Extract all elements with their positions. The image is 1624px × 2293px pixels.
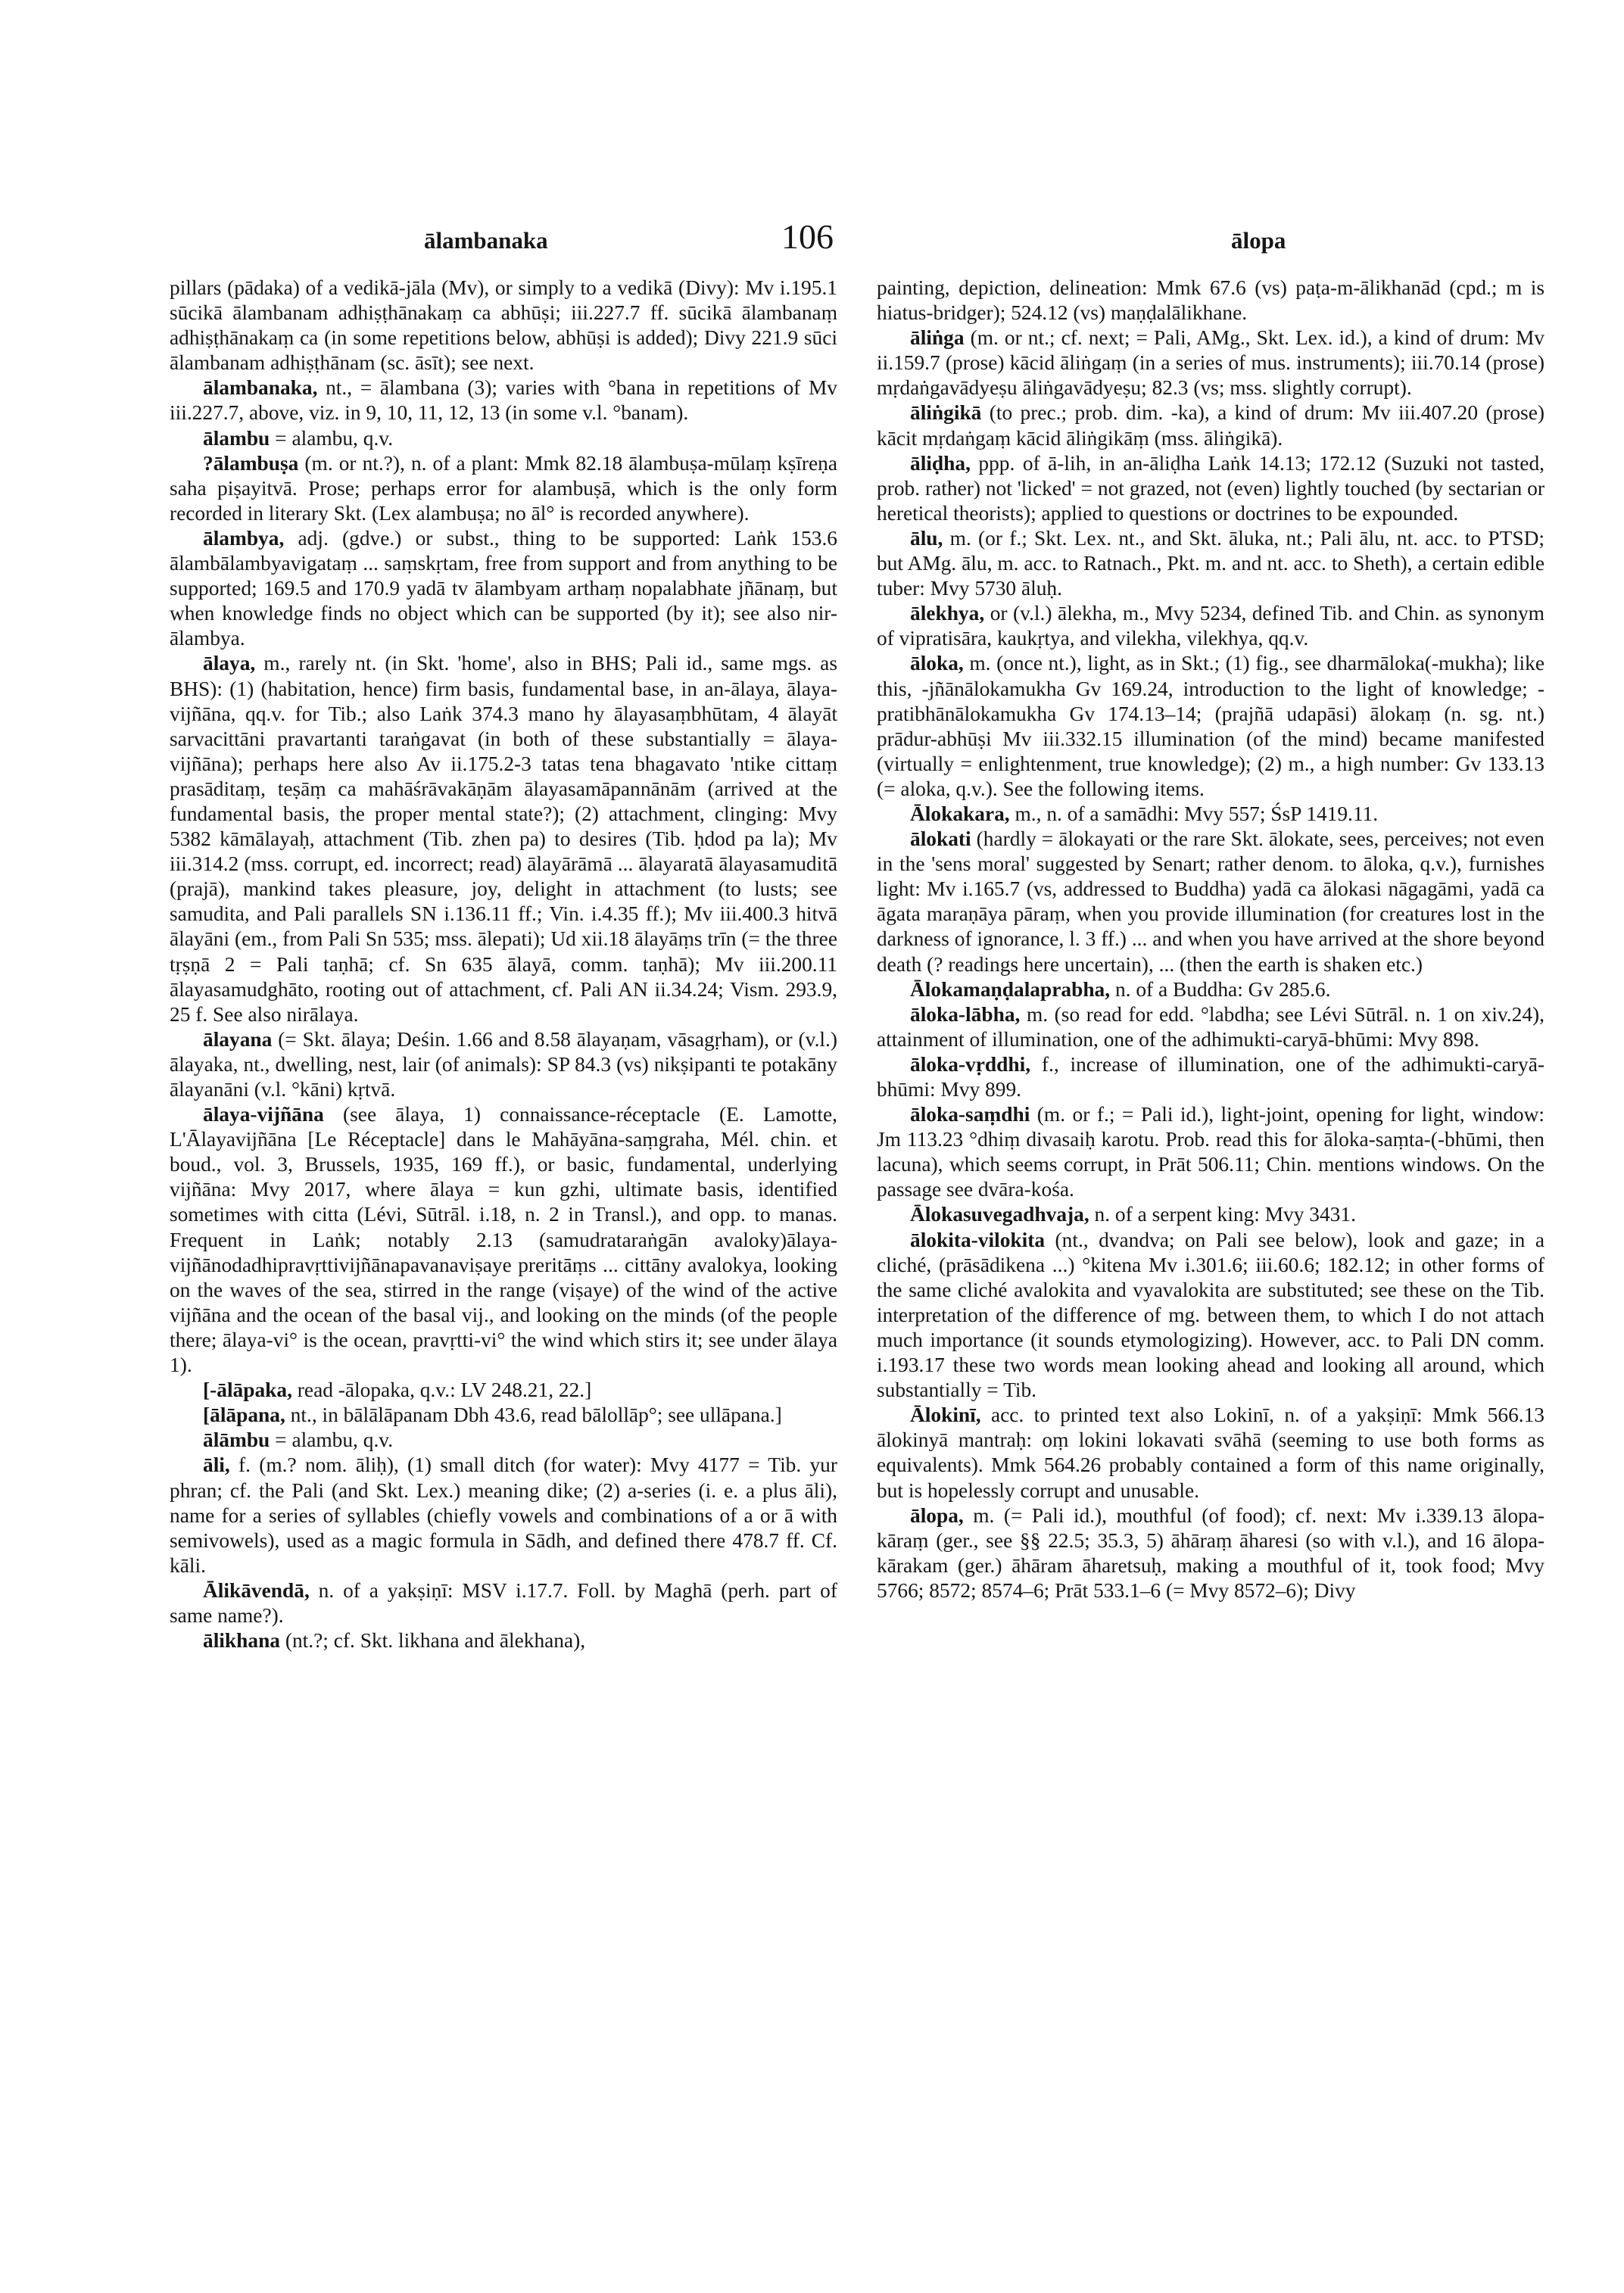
entry-text: nt., in bālālāpanam Dbh 43.6, read bālollāp°; see ullāpana.] bbox=[285, 1404, 782, 1427]
entry-text: read -ālopaka, q.v.: LV 248.21, 22.] bbox=[291, 1379, 592, 1402]
entry-headword: Ālokasuvegadhvaja, bbox=[910, 1203, 1089, 1226]
entry-text: adj. (gdve.) or subst., thing to be supported: Laṅk 153.6 ālambālambyavigataṃ ... saṃskṛtam, free from support and from anything to be supported; 169.5 and 170.9 yadā tv ālambyam arthaṃ nopalabhate jñānaṃ, but when knowledge finds no object which can be supported (by it); see also nir-ālambya. bbox=[170, 526, 837, 650]
dictionary-entry bbox=[170, 526, 837, 651]
dictionary-entry bbox=[877, 1503, 1545, 1603]
left-running-headword: ālambanaka bbox=[424, 227, 548, 254]
dictionary-entry bbox=[877, 326, 1545, 400]
entry-text: nt., = ālambana (3); varies with °bana in repetitions of Mv iii.227.7, above, viz. in 9, 10, 11, 12, 13 (in some v.l. °banam). bbox=[170, 376, 837, 425]
entry-text: ppp. of ā-lih, in an-āliḍha Laṅk 14.13; 172.12 (Suzuki not tasted, prob. rather) not 'licked' = not grazed, not (even) lightly touched (by sectarian or heretical theorists); applied to questions or doctrines to be expounded. bbox=[877, 451, 1545, 525]
entry-headword: āloka-lābha, bbox=[910, 1002, 1021, 1026]
entry-text: m., rarely nt. (in Skt. 'home', also in BHS; Pali id., same mgs. as BHS): (1) (habitation, hence) firm basis, fundamental base, in an-ālaya, ālaya-vijñāna, qq.v. for Tib.; also Laṅk 374.3 mano hy ālayasaṃbhūtam, 4 ālayāt sarvacittāni pravartanti taraṅgavat (in both of these substantially = ālaya-vijñāna); perhaps here also Av ii.175.2-3 tatas tena bhagavato 'ntike cittaṃ prasāditaṃ, teṣāṃ ca mahāśrāvakāṇām ālayasamāpannānām (arrived at the fundamental basis, the proper mental state?); (2) attachment, clinging: Mvy 5382 kāmālayaḥ, attachment (Tib. zhen pa) to desires (Tib. ḥdod pa la); Mv iii.314.2 (mss. corrupt, ed. incorrect; read) ālayārāmā ... ālayaratā ālayasamuditā (prajā), mankind takes pleasure, joy, delight in attachment (to lusts; see samudita, and Pali parallels SN i.136.11 ff.; Vin. i.4.35 ff.); Mv iii.400.3 hitvā ālayāni (em., from Pali Sn 535; mss. ālepati); Ud xii.18 ālayāṃs trīn (= the three tṛṣṇā 2 = Pali taṇhā; cf. Sn 635 ālayā, comm. taṇhā); Mv iii.200.11 ālayasamudghāto, rooting out of attachment, cf. Pali AN ii.34.24; Vism. 293.9, 25 f. See also nirālaya. bbox=[170, 652, 837, 1026]
dictionary-entry bbox=[877, 526, 1545, 601]
entry-text: (m. or nt.; cf. next; = Pali, AMg., Skt. Lex. id.), a kind of drum: Mv ii.159.7 (prose) kācid āliṅgaṃ (in a series of mus. instruments); iii.70.14 (prose) mṛdaṅgavādyeṣu āliṅgavādyeṣu; 82.3 (vs; mss. slightly corrupt). bbox=[877, 326, 1545, 400]
dictionary-entry bbox=[170, 276, 837, 375]
entry-text: (nt., dvandva; on Pali see below), look and gaze; in a cliché, (prāsādikena ...) °kitena Mv i.301.6; iii.60.6; 182.12; in other forms of the same cliché avalokita and vyavalokita are substituted; see these on the Tib. interpretation of the difference of mg. between them, to which I do not attach much importance (it sounds etymologizing). However, acc. to Pali DN comm. i.193.17 these two words mean looking ahead and looking all around, which substantially = Tib. bbox=[877, 1228, 1545, 1402]
dictionary-entry bbox=[877, 1403, 1545, 1503]
entry-headword: ālokita-vilokita bbox=[910, 1228, 1046, 1251]
entry-text: n. of a yakṣiṇī: MSV i.17.7. Foll. by Maghā (perh. part of same name?). bbox=[170, 1578, 837, 1627]
right-column bbox=[877, 276, 1545, 1603]
entry-text: = alambu, q.v. bbox=[270, 1428, 394, 1452]
dictionary-entry bbox=[877, 651, 1545, 802]
entry-headword: ālokati bbox=[910, 827, 971, 851]
entry-text: m. (once nt.), light, as in Skt.; (1) fig., see dharmāloka(-mukha); like this, -jñānālokamukha Gv 169.24, introduction to the light of knowledge; -pratibhānālokamukha Gv 174.13–14; (prajñā udapāsi) ālokaṃ (n. sg. nt.) prādur-abhūṣi Mv iii.332.15 illumination (of the mind) became manifested (virtually = enlightenment, true knowledge); (2) m., a high number: Gv 133.13 (= aloka, q.v.). See the following items. bbox=[877, 652, 1545, 800]
dictionary-entry bbox=[170, 651, 837, 1027]
entry-text: m. (or f.; Skt. Lex. nt., and Skt. āluka, nt.; Pali ālu, nt. acc. to PTSD; but AMg. ālu, m. acc. to Ratnach., Pkt. m. and nt. acc. to Sheth), a certain edible tuber: Mvy 5730 āluḥ. bbox=[877, 526, 1545, 600]
entry-text: or (v.l.) ālekha, m., Mvy 5234, defined Tib. and Chin. as synonym of vipratisāra, kaukṛtya, and vilekha, vilekhya, qq.v. bbox=[877, 602, 1545, 650]
entry-text: (m. or f.; = Pali id.), light-joint, opening for light, window: Jm 113.23 °dhiṃ divasaiḥ karotu. Prob. read this for āloka-saṃta-(-bhūmi, then lacuna), which seems corrupt, in Prāt 506.11; Chin. mentions windows. On the passage see dvāra-kośa. bbox=[877, 1103, 1545, 1201]
entry-headword: āliṅgikā bbox=[910, 401, 982, 425]
entry-headword: ālekhya, bbox=[910, 602, 985, 625]
entry-headword: Ālokinī, bbox=[910, 1404, 981, 1427]
dictionary-entry bbox=[877, 802, 1545, 827]
entry-text: m. (= Pali id.), mouthful (of food); cf. next: Mv i.339.13 ālopa-kāraṃ (ger., see §§ 22.5; 35.3, 5) āhāraṃ āharesi (so with v.l.), and 16 ālopa-kārakam (ger.) āhāram āharetsuḥ, making a mouthful of it, took food; Mvy 5766; 8572; 8574–6; Prāt 533.1–6 (= Mvy 8572–6); Divy bbox=[877, 1503, 1545, 1602]
dictionary-entry bbox=[170, 451, 837, 526]
entry-headword: ālaya-vijñāna bbox=[203, 1103, 324, 1126]
entry-headword: ālambu bbox=[203, 426, 270, 450]
dictionary-entry bbox=[877, 977, 1545, 1002]
entry-text: m., n. of a samādhi: Mvy 557; ŚsP 1419.11. bbox=[1009, 802, 1379, 825]
entry-headword: āli, bbox=[203, 1453, 230, 1477]
entry-text: (see ālaya, 1) connaissance-réceptacle (E. Lamotte, L'Ālayavijñāna [Le Réceptacle] dans le Mahāyāna-saṃgraha, Mél. chin. et boud., vol. 3, Brussels, 1935, 169 ff.), or basic, fundamental, underlying vijñāna: Mvy 2017, where ālaya = kun gzhi, ultimate basis, identified sometimes with citta (Lévi, Sūtrāl. i.18, n. 2 in Transl.), and opp. to manas. Frequent in Laṅk; notably 2.13 (samudrataraṅgān avaloky)ālaya-vijñānodadhipravṛttivijñānapavanaviṣaye preritāṃs ... cittāny avalokya, looking on the waves of the sea, stirred in the range (viṣaye) of the wind of the active vijñāna and the ocean of the basal vij., and looking on the minds (of the people there; ālaya-vi° is the ocean, pravṛtti-vi° the wind which stirs it; see under ālaya 1). bbox=[170, 1103, 837, 1377]
entry-headword: ālambanaka, bbox=[203, 376, 318, 400]
entry-headword: āloka-saṃdhi bbox=[910, 1103, 1030, 1126]
entry-headword: ?ālambuṣa bbox=[203, 451, 299, 475]
entry-text: = alambu, q.v. bbox=[270, 426, 394, 450]
entry-headword: ālu, bbox=[910, 526, 943, 550]
entry-headword: Ālikāvendā, bbox=[203, 1578, 310, 1602]
entry-headword: Ālokamaṇḍalaprabha, bbox=[910, 977, 1111, 1001]
entry-text: (m. or nt.?), n. of a plant: Mmk 82.18 ālambuṣa-mūlaṃ kṣīreṇa saha piṣayitvā. Prose; perhaps error for alambuṣā, which is the only form recorded in literary Skt. (Lex alambuṣa; no āl° is recorded anywhere). bbox=[170, 451, 837, 525]
entry-text: painting, depiction, delineation: Mmk 67.6 (vs) paṭa-m-ālikhanād (cpd.; m is hiatus-bridger); 524.12 (vs) maṇḍalālikhane. bbox=[877, 276, 1545, 325]
dictionary-entry bbox=[877, 451, 1545, 526]
entry-text: (to prec.; prob. dim. -ka), a kind of drum: Mv iii.407.20 (prose) kācit mṛdaṅgaṃ kācid āliṅgikāṃ (mss. āliṅgikā). bbox=[877, 401, 1545, 450]
dictionary-entry bbox=[170, 1628, 837, 1653]
dictionary-entry bbox=[877, 601, 1545, 651]
entry-headword: āloka, bbox=[910, 652, 964, 675]
entry-headword: ālāmbu bbox=[203, 1428, 270, 1452]
dictionary-entry bbox=[877, 827, 1545, 977]
entry-headword: Ālokakara, bbox=[910, 802, 1010, 825]
dictionary-entry bbox=[877, 1228, 1545, 1404]
entry-headword: āloka-vṛddhi, bbox=[910, 1052, 1031, 1076]
dictionary-entry bbox=[877, 1002, 1545, 1052]
entry-text: acc. to printed text also Lokinī, n. of a yakṣiṇī: Mmk 566.13 ālokinyā mantraḥ: oṃ lokini lokavati svāhā (seeming to use both forms as equivalents). Mmk 564.26 probably contained a form of this name originally, but is hopelessly corrupt and unusable. bbox=[877, 1404, 1545, 1502]
left-column bbox=[170, 276, 837, 1653]
entry-text: pillars (pādaka) of a vedikā-jāla (Mv), or simply to a vedikā (Divy): Mv i.195.1 sūcikā ālambanam adhiṣṭhānakaṃ ca abhūṣi; iii.227.7 ff. sūcikā ālambanaṃ adhiṣṭhānakaṃ ca (in some repetitions below, abhūṣi is added); Divy 221.9 sūci ālambanam adhiṣṭhānam (sc. āsīt); see next. bbox=[170, 276, 837, 375]
dictionary-entry bbox=[170, 375, 837, 425]
dictionary-entry bbox=[877, 276, 1545, 326]
entry-text: f. (m.? nom. āliḥ), (1) small ditch (for water): Mvy 4177 = Tib. yur phran; cf. the Pali (and Skt. Lex.) meaning dike; (2) a-series (i. e. a plus āli), name for a series of syllables (chiefly vowels and combinations of a or ā with semivowels), used as a magic formula in Sādh, and defined there 478.7 ff. Cf. kāli. bbox=[170, 1453, 837, 1577]
entry-text: m. (so read for edd. °labdha; see Lévi Sūtrāl. n. 1 on xiv.24), attainment of illumination, one of the adhimukti-caryā-bhūmi: Mvy 898. bbox=[877, 1002, 1545, 1051]
entry-headword: ālayana bbox=[203, 1027, 273, 1051]
dictionary-entry bbox=[170, 1378, 837, 1403]
dictionary-entry bbox=[170, 1027, 837, 1102]
page-number: 106 bbox=[781, 217, 834, 256]
dictionary-entry bbox=[170, 1403, 837, 1428]
page-header bbox=[0, 217, 1624, 262]
dictionary-entry bbox=[170, 1453, 837, 1578]
entry-text: (nt.?; cf. Skt. likhana and ālekhana), bbox=[280, 1629, 586, 1653]
entry-text: (hardly = ālokayati or the rare Skt. ālokate, sees, perceives; not even in the 'sens moral' suggested by Senart; rather denom. to āloka, q.v.), furnishes light: Mv i.165.7 (vs, addressed to Buddha) yadā ca ālokasi nāgagāmi, yadā ca āgata maraṇāya pāraṃ, when you provide illumination (for creatures lost in the darkness of ignorance, l. 3 ff.) ... and when you have arrived at the shore beyond death (? readings here uncertain), ... (then the earth is shaken etc.) bbox=[877, 827, 1545, 976]
dictionary-entry bbox=[877, 400, 1545, 450]
dictionary-entry bbox=[170, 1102, 837, 1378]
entry-text: n. of a serpent king: Mvy 3431. bbox=[1089, 1203, 1356, 1226]
entry-headword: [ālāpana, bbox=[203, 1404, 285, 1427]
entry-headword: ālambya, bbox=[203, 526, 285, 550]
entry-headword: ālikhana bbox=[203, 1629, 281, 1653]
entry-headword: ālopa, bbox=[910, 1503, 964, 1527]
dictionary-entry bbox=[877, 1102, 1545, 1202]
entry-headword: āliṅga bbox=[910, 326, 965, 350]
dictionary-entry bbox=[170, 1578, 837, 1628]
entry-text: n. of a Buddha: Gv 285.6. bbox=[1110, 977, 1331, 1001]
entry-text: f., increase of illumination, one of the adhimukti-caryā-bhūmi: Mvy 899. bbox=[877, 1052, 1545, 1101]
right-running-headword: ālopa bbox=[1231, 227, 1286, 254]
dictionary-entry bbox=[170, 426, 837, 451]
dictionary-entry bbox=[877, 1052, 1545, 1102]
entry-text: (= Skt. ālaya; Deśin. 1.66 and 8.58 ālayaṇam, vāsagṛham), or (v.l.) ālayaka, nt., dwelling, nest, lair (of animals): SP 84.3 (vs) nikṣipanti te potakāny ālayanāni (v.l. °kāni) kṛtvā. bbox=[170, 1027, 837, 1101]
entry-headword: [-ālāpaka, bbox=[203, 1379, 292, 1402]
entry-headword: āliḍha, bbox=[910, 451, 971, 475]
dictionary-entry bbox=[877, 1202, 1545, 1227]
entry-headword: ālaya, bbox=[203, 652, 256, 675]
dictionary-entry bbox=[170, 1428, 837, 1453]
